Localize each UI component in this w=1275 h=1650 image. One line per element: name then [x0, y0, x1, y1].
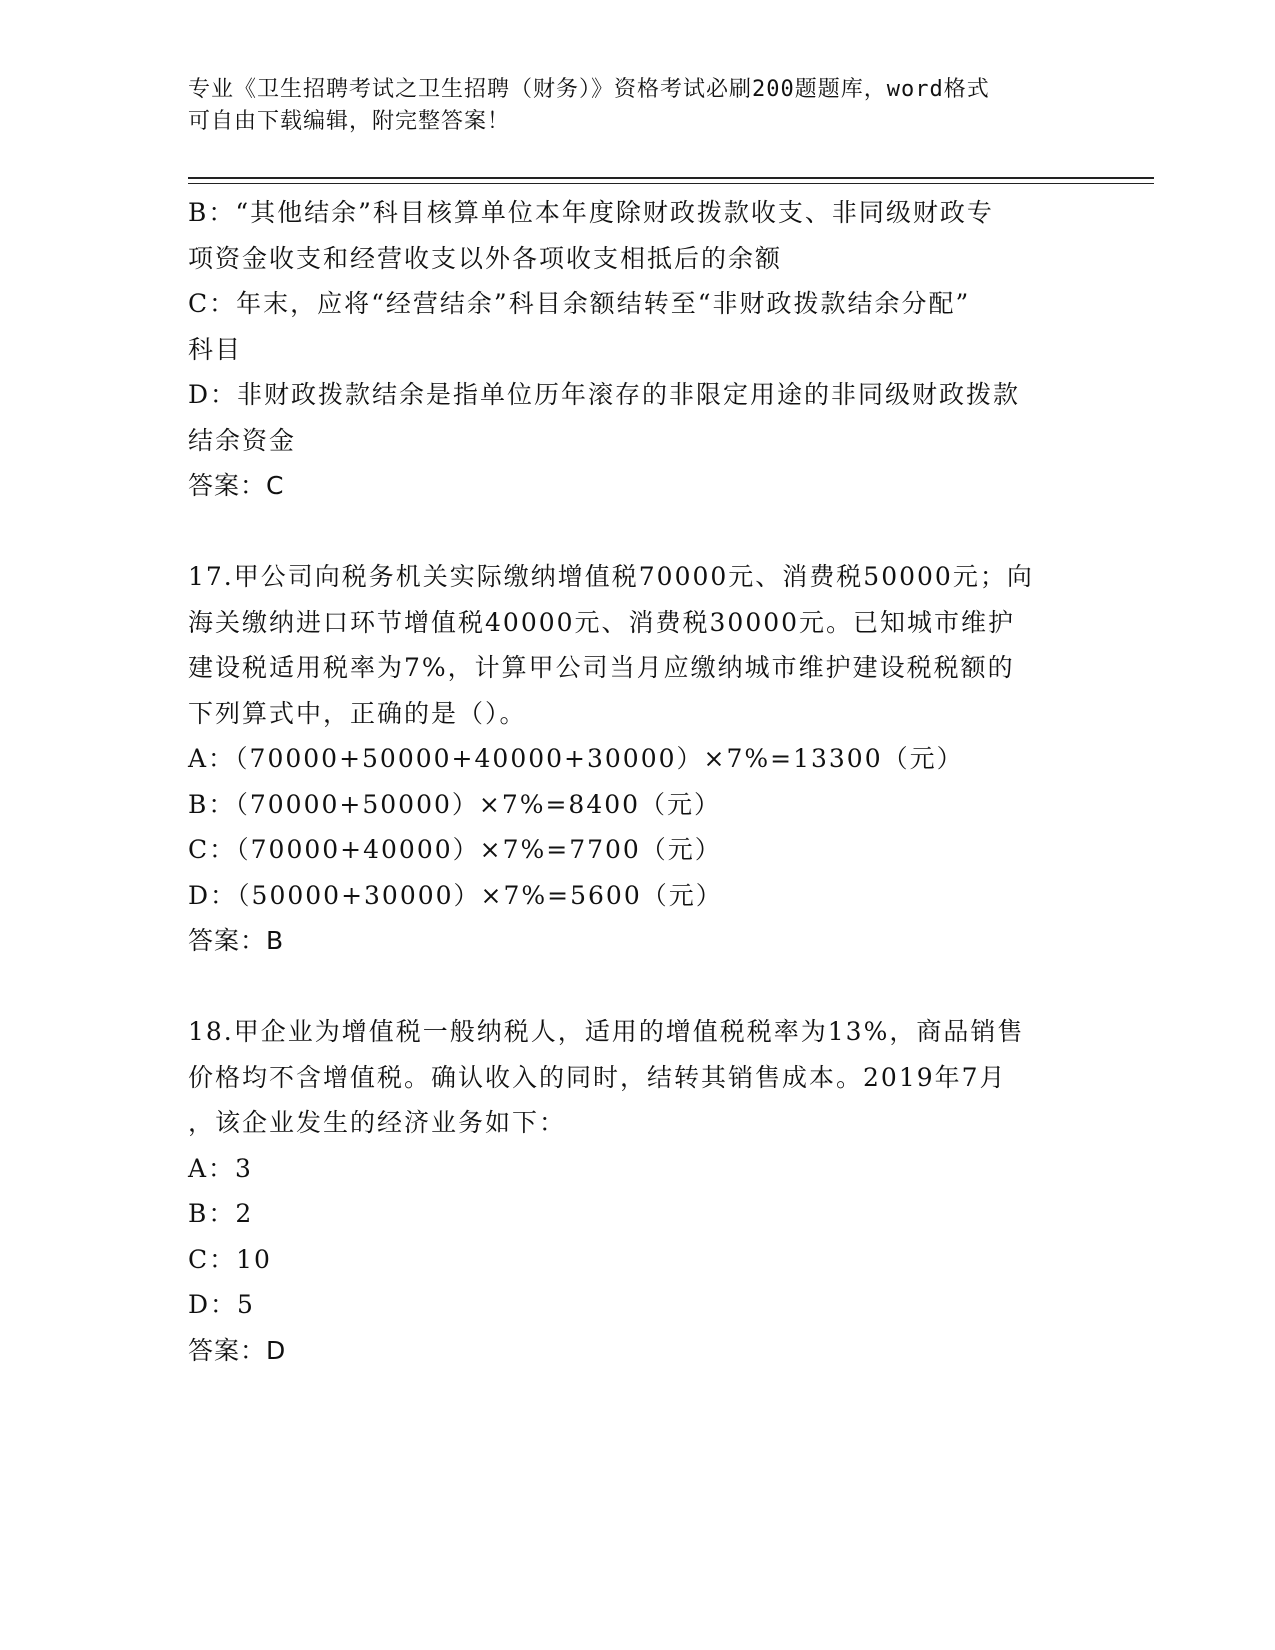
question-18-stem-line-2: 价格均不含增值税。确认收入的同时，结转其销售成本。2019年7月	[188, 1062, 1007, 1092]
answer-17: 答案：B	[188, 926, 285, 955]
question-18-option-b: B：2	[188, 1199, 254, 1228]
answer-16: 答案：C	[188, 471, 285, 500]
question-17-option-c: C：（70000+40000）×7%=7700（元）	[188, 835, 722, 864]
spacer	[188, 964, 1068, 1010]
question-17-stem-line-3: 建设税适用税率为7%，计算甲公司当月应缴纳城市维护建设税税额的	[188, 653, 1015, 682]
answer-18: 答案：D	[188, 1335, 287, 1365]
question-18-option-c: C：10	[188, 1244, 272, 1274]
question-17	[188, 554, 1068, 964]
question-18-stem-line-3: ，该企业发生的经济业务如下：	[188, 1108, 567, 1137]
option-d-line-2: 结余资金	[188, 425, 297, 455]
option-c-line-1: C：年末，应将“经营结余”科目余额结转至“非财政拨款结余分配”	[188, 289, 971, 318]
question-18	[188, 1009, 1068, 1373]
option-d-line-1: D：非财政拨款结余是指单位历年滚存的非限定用途的非同级财政拨款	[188, 380, 1021, 409]
question-16-continued	[188, 190, 1068, 509]
question-17-option-a: A：（70000+50000+40000+30000）×7%=13300（元）	[188, 744, 964, 773]
question-18-option-a: A：3	[188, 1153, 253, 1183]
header-divider-thin	[188, 183, 1154, 184]
question-17-stem-line-1: 17.甲公司向税务机关实际缴纳增值税70000元、消费税50000元；向	[188, 562, 1034, 591]
document-header	[188, 74, 1068, 138]
question-17-stem-line-4: 下列算式中，正确的是（）。	[188, 698, 527, 728]
option-b-line-1: B：“其他结余”科目核算单位本年度除财政拨款收支、非同级财政专	[188, 198, 994, 227]
document-body	[188, 190, 1068, 1373]
option-c-line-2: 科目	[188, 334, 243, 364]
option-b-line-2: 项资金收支和经营收支以外各项收支相抵后的余额	[188, 243, 783, 273]
question-18-option-d: D：5	[188, 1290, 255, 1319]
question-17-option-d: D：（50000+30000）×7%=5600（元）	[188, 880, 723, 910]
header-line-1: 专业《卫生招聘考试之卫生招聘（财务）》资格考试必刷200题题库，word格式	[188, 77, 990, 102]
header-divider-thick	[188, 177, 1154, 179]
question-17-stem-line-2: 海关缴纳进口环节增值税40000元、消费税30000元。已知城市维护	[188, 607, 1016, 637]
header-line-2: 可自由下载编辑，附完整答案！	[188, 109, 511, 134]
question-18-stem-line-1: 18.甲企业为增值税一般纳税人，适用的增值税税率为13%，商品销售	[188, 1017, 1025, 1046]
question-17-option-b: B：（70000+50000）×7%=8400（元）	[188, 789, 722, 819]
spacer	[188, 509, 1068, 555]
